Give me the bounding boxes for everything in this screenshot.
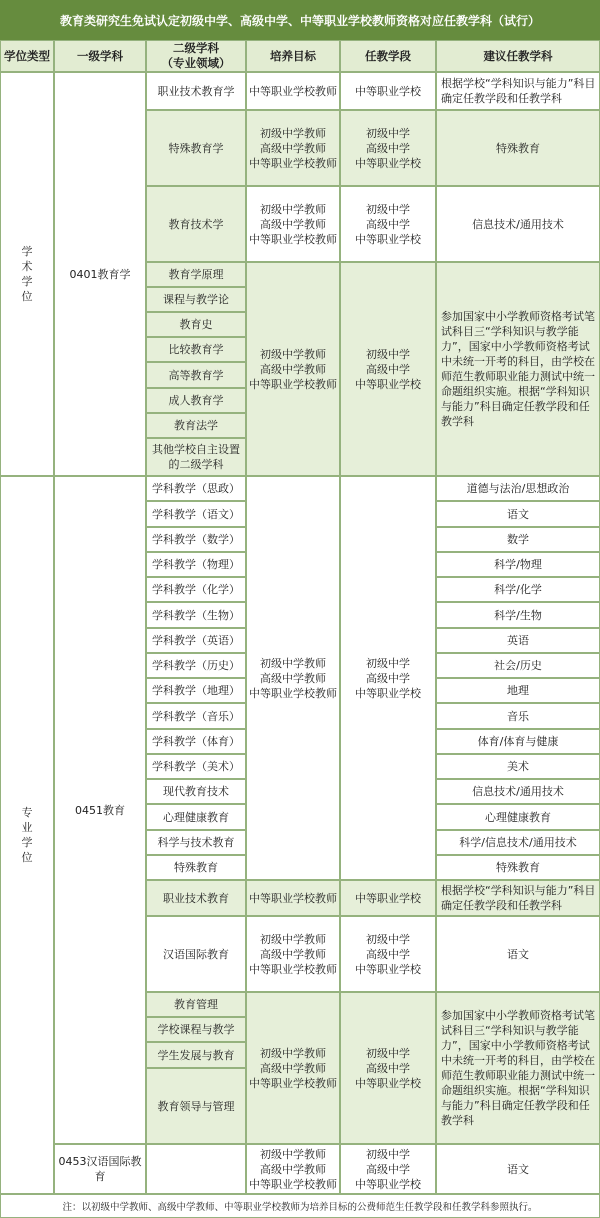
training-goal: 初级中学教师 高级中学教师 中等职业学校教师 (246, 110, 340, 186)
recommended-subject: 体育/体育与健康 (436, 729, 600, 754)
teaching-stage: 初级中学 高级中学 中等职业学校 (340, 1144, 436, 1194)
teaching-stage: 初级中学 高级中学 中等职业学校 (340, 186, 436, 262)
second-level-discipline: 学科教学（地理） (146, 678, 246, 703)
second-level-discipline: 特殊教育 (146, 855, 246, 880)
recommended-subject: 科学/信息技术/通用技术 (436, 830, 600, 855)
second-level-discipline: 高等教育学 (146, 362, 246, 388)
recommended-subject: 特殊教育 (436, 855, 600, 880)
teaching-stage: 初级中学 高级中学 中等职业学校 (340, 110, 436, 186)
second-level-discipline: 比较教育学 (146, 337, 246, 362)
recommended-subject: 参加国家中小学教师资格考试笔试科目三“学科知识与教学能力”，国家中小学教师资格考试中未统一开考的科目，由学校在师范生教师职业能力测试中统一命题组织实施。根据“学科知识与能力”科目确定任教学段和任教学科 (436, 992, 600, 1144)
teaching-stage: 初级中学 高级中学 中等职业学校 (340, 992, 436, 1144)
header-degree-type: 学位类型 (0, 40, 54, 72)
training-goal: 中等职业学校教师 (246, 72, 340, 110)
training-goal: 初级中学教师 高级中学教师 中等职业学校教师 (246, 262, 340, 476)
recommended-subject: 科学/生物 (436, 602, 600, 628)
recommended-subject: 语文 (436, 1144, 600, 1194)
recommended-subject: 信息技术/通用技术 (436, 779, 600, 804)
second-level-discipline: 课程与教学论 (146, 287, 246, 312)
recommended-subject: 语文 (436, 916, 600, 992)
teaching-stage: 中等职业学校 (340, 880, 436, 916)
header-stage: 任教学段 (340, 40, 436, 72)
second-level-discipline: 职业技术教育学 (146, 72, 246, 110)
first-level-discipline: 0401教育学 (54, 72, 146, 476)
second-level-discipline: 学科教学（历史） (146, 653, 246, 678)
second-level-discipline: 成人教育学 (146, 388, 246, 413)
first-level-discipline: 0453汉语国际教育 (54, 1144, 146, 1194)
second-level-discipline: 教育法学 (146, 413, 246, 438)
recommended-subject: 心理健康教育 (436, 804, 600, 830)
training-goal: 初级中学教师 高级中学教师 中等职业学校教师 (246, 916, 340, 992)
table-title: 教育类研究生免试认定初级中学、高级中学、中等职业学校教师资格对应任教学科（试行） (0, 0, 600, 40)
teaching-stage: 初级中学 高级中学 中等职业学校 (340, 262, 436, 476)
second-level-discipline: 学科教学（音乐） (146, 703, 246, 729)
recommended-subject: 特殊教育 (436, 110, 600, 186)
training-goal: 初级中学教师 高级中学教师 中等职业学校教师 (246, 1144, 340, 1194)
training-goal: 初级中学教师 高级中学教师 中等职业学校教师 (246, 186, 340, 262)
second-level-discipline: 学科教学（物理） (146, 552, 246, 577)
second-level-discipline: 学科教学（语文） (146, 501, 246, 527)
second-level-discipline: 学科教学（美术） (146, 754, 246, 779)
second-level-discipline: 现代教育技术 (146, 779, 246, 804)
second-level-discipline: 学生发展与教育 (146, 1042, 246, 1068)
teaching-stage: 初级中学 高级中学 中等职业学校 (340, 916, 436, 992)
second-level-discipline: 教育领导与管理 (146, 1068, 246, 1144)
second-level-discipline: 学科教学（生物） (146, 602, 246, 628)
second-level-discipline: 学科教学（数学） (146, 527, 246, 552)
recommended-subject: 根据学校“学科知识与能力”科目确定任教学段和任教学科 (436, 72, 600, 110)
second-level-discipline: 汉语国际教育 (146, 916, 246, 992)
training-goal: 中等职业学校教师 (246, 880, 340, 916)
recommended-subject: 道德与法治/思想政治 (436, 476, 600, 501)
second-level-discipline: 学校课程与教学 (146, 1017, 246, 1042)
second-level-discipline: 特殊教育学 (146, 110, 246, 186)
second-level-discipline: 其他学校自主设置的二级学科 (146, 438, 246, 476)
second-level-discipline: 教育学原理 (146, 262, 246, 287)
second-level-discipline: 教育管理 (146, 992, 246, 1017)
degree-type-professional: 专 业 学 位 (0, 476, 54, 1194)
training-goal: 初级中学教师 高级中学教师 中等职业学校教师 (246, 476, 340, 880)
second-level-discipline: 心理健康教育 (146, 804, 246, 830)
recommended-subject: 美术 (436, 754, 600, 779)
second-level-discipline: 科学与技术教育 (146, 830, 246, 855)
second-level-discipline: 学科教学（思政） (146, 476, 246, 501)
training-goal: 初级中学教师 高级中学教师 中等职业学校教师 (246, 992, 340, 1144)
recommended-subject: 科学/物理 (436, 552, 600, 577)
footnote: 注：以初级中学教师、高级中学教师、中等职业学校教师为培养目标的公费师范生任教学段和任教学科参照执行。 (0, 1194, 600, 1218)
recommended-subject: 语文 (436, 501, 600, 527)
second-level-discipline: 教育技术学 (146, 186, 246, 262)
recommended-subject: 音乐 (436, 703, 600, 729)
recommended-subject: 数学 (436, 527, 600, 552)
recommended-subject: 根据学校“学科知识与能力”科目确定任教学段和任教学科 (436, 880, 600, 916)
header-second-level: 二级学科 （专业领域） (146, 40, 246, 72)
second-level-discipline-empty (146, 1144, 246, 1194)
recommended-subject: 地理 (436, 678, 600, 703)
teaching-stage: 中等职业学校 (340, 72, 436, 110)
degree-type-academic: 学 术 学 位 (0, 72, 54, 476)
header-goal: 培养目标 (246, 40, 340, 72)
second-level-discipline: 学科教学（化学） (146, 577, 246, 602)
recommended-subject: 科学/化学 (436, 577, 600, 602)
header-first-level: 一级学科 (54, 40, 146, 72)
recommended-subject: 社会/历史 (436, 653, 600, 678)
teaching-stage: 初级中学 高级中学 中等职业学校 (340, 476, 436, 880)
second-level-discipline: 教育史 (146, 312, 246, 337)
second-level-discipline: 学科教学（英语） (146, 628, 246, 653)
second-level-discipline: 职业技术教育 (146, 880, 246, 916)
recommended-subject: 信息技术/通用技术 (436, 186, 600, 262)
first-level-discipline: 0451教育 (54, 476, 146, 1144)
recommended-subject: 英语 (436, 628, 600, 653)
second-level-discipline: 学科教学（体育） (146, 729, 246, 754)
recommended-subject: 参加国家中小学教师资格考试笔试科目三“学科知识与教学能力”，国家中小学教师资格考试中未统一开考的科目，由学校在师范生教师职业能力测试中统一命题组织实施。根据“学科知识与能力”科目确定任教学段和任教学科 (436, 262, 600, 476)
header-recommended: 建议任教学科 (436, 40, 600, 72)
